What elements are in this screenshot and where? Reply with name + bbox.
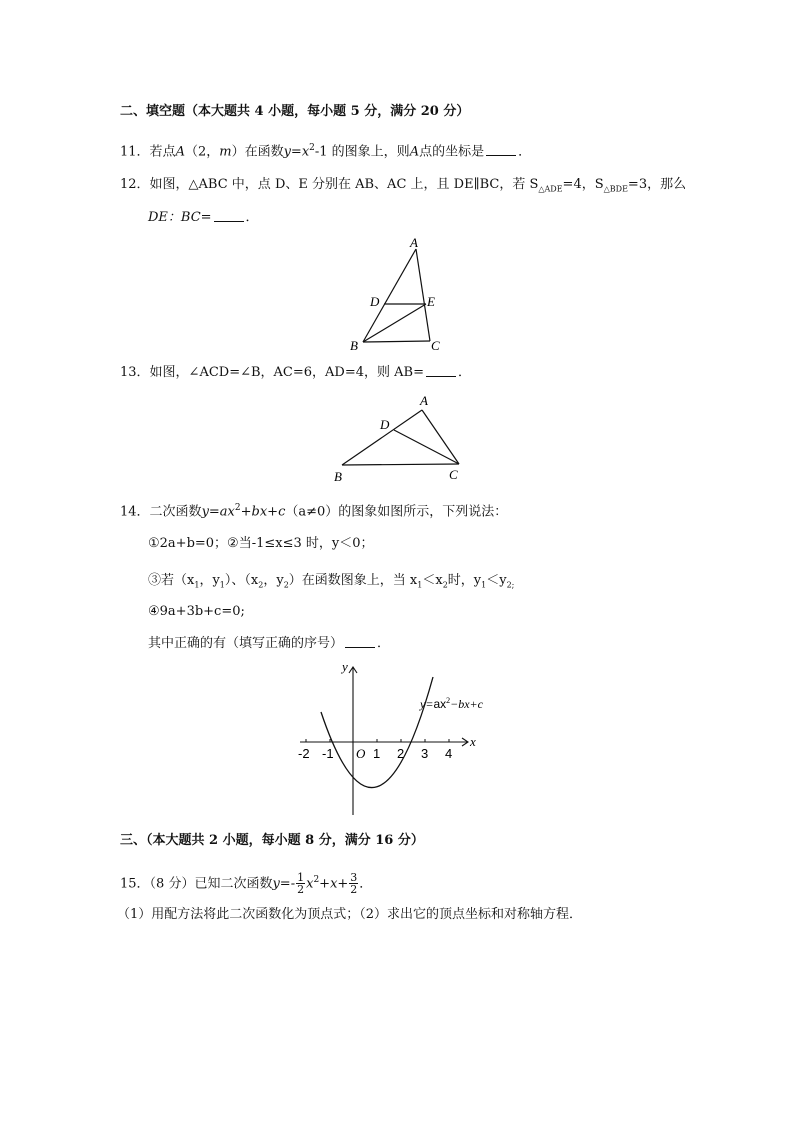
q12-number: 12． <box>120 177 150 192</box>
label-b: B <box>334 469 342 484</box>
parabola-curve <box>321 677 433 788</box>
label-d: D <box>380 417 390 432</box>
q11-text-d: m <box>219 144 232 160</box>
q14-parabola-graph <box>290 655 500 820</box>
q14-number: 14． <box>120 504 150 520</box>
question-13 <box>120 364 471 382</box>
question-15: 15．（8 分）已知二次函数y=- $\frac{1}{2}$ $x^2+x+$ $\frac{3}{2}$ ． <box>120 871 373 897</box>
segment-be <box>363 304 426 342</box>
q12-answer-blank[interactable] <box>214 209 244 222</box>
segment-bc <box>363 341 430 342</box>
question-12-line-1 <box>120 176 686 199</box>
q14-question: 其中正确的有（填写正确的序号） ． <box>148 636 391 651</box>
q11-text-k: ． <box>518 144 532 160</box>
q14-text-b: y=ax <box>201 504 235 520</box>
q11-text-c: （2， <box>184 144 220 160</box>
q11-text-j: 点的坐标是 <box>419 144 485 160</box>
q11-text-f: y=x <box>283 144 310 160</box>
q14-statement-4: ④9a+3b+c=0; <box>148 604 245 619</box>
section-3-title: 三、（本大题共 2 小题，每小题 8 分，满分 16 分） <box>120 833 424 848</box>
segment-bc <box>342 464 459 465</box>
q14-text-a: 二次函数 <box>149 504 202 520</box>
tick-label-neg2: -2 <box>298 746 310 761</box>
label-a: A <box>410 235 418 250</box>
q11-answer-blank[interactable] <box>486 143 516 156</box>
q12-triangle-figure <box>340 232 450 354</box>
q11-text-b: A <box>175 144 185 160</box>
q12-line2: DE：BC= <box>148 210 212 225</box>
y-axis-label: y <box>342 659 348 674</box>
q13-answer-blank[interactable] <box>426 364 456 377</box>
question-15-subparts: （1）用配方法将此二次函数化为顶点式；（2）求出它的顶点坐标和对称轴方程． <box>117 907 583 922</box>
q14-statement-3: ③若（$x_1$，$y_1$）、（$x_2$，$y_2$）在函数图象上，当 $x_1<x_2$时，$y_1<y_{2;}$ <box>148 573 515 590</box>
tick-label-4: 4 <box>445 746 453 761</box>
q12-end: =3，那么 <box>627 177 687 192</box>
tick-label-neg1: -1 <box>322 746 334 761</box>
q11-number: 11． <box>120 144 150 160</box>
label-e: E <box>427 294 435 309</box>
segment-ac <box>422 410 459 464</box>
q12-line1: 如图，△ABC 中，点 D、E 分别在 AB、AC 上，且 DE∥BC，若 S <box>149 177 539 192</box>
q11-text-e: ）在函数 <box>231 144 284 160</box>
question-14 <box>120 499 507 521</box>
q15-fraction-1: $\frac{1}{2}$ <box>297 871 305 897</box>
tick-label-1: 1 <box>373 746 381 761</box>
label-c: C <box>431 338 440 353</box>
tick-label-3: 3 <box>421 746 429 761</box>
section-2-title: 二、填空题（本大题共 4 小题，每小题 5 分，满分 20 分） <box>120 104 470 119</box>
label-d: D <box>370 294 380 309</box>
q12-sub2: △BDE <box>603 184 628 194</box>
q15-fraction-2: $\frac{3}{2}$ <box>350 871 358 897</box>
q13-end: ． <box>457 365 471 380</box>
q12-line2-end: ． <box>245 210 259 225</box>
tick-label-2: 2 <box>397 746 405 761</box>
label-c: C <box>449 467 458 482</box>
label-a: A <box>420 393 428 408</box>
q14-text-d: +bx+c <box>240 504 286 520</box>
q11-text-a: 若点 <box>149 144 176 160</box>
q13-number: 13． <box>120 365 150 380</box>
q15-text-a: （8 分）已知二次函数 <box>149 876 273 892</box>
label-b: B <box>350 338 358 353</box>
q15-number: 15． <box>120 876 150 892</box>
q11-text-h: -1 的图象上，则 <box>314 144 410 160</box>
q15-text-b: y=- <box>272 876 296 892</box>
curve-equation-label: $y=ax^2-bx+c$ <box>420 696 483 711</box>
q14-answer-blank[interactable] <box>345 635 375 648</box>
x-axis-label: x <box>470 734 476 749</box>
question-12-line-2 <box>148 209 259 227</box>
origin-label: O <box>356 746 366 761</box>
segment-dc <box>394 430 459 464</box>
q11-exponent: 2 <box>309 143 315 153</box>
q13-triangle-figure <box>325 392 475 487</box>
q11-text-i: A <box>409 144 420 160</box>
q14-exponent: 2 <box>234 503 241 513</box>
q14-statement-1-2: ①2a+b=0；②当-1≤x≤3 时，y＜0； <box>148 536 374 551</box>
q14-text-e: （a≠0）的图象如图所示，下列说法： <box>285 504 508 520</box>
q13-text: 如图，∠ACD=∠B，AC=6，AD=4，则 AB= <box>149 365 424 380</box>
q12-mid: =4，S <box>562 177 604 192</box>
q12-sub1: △ADE <box>538 184 563 194</box>
question-11 <box>120 139 531 161</box>
